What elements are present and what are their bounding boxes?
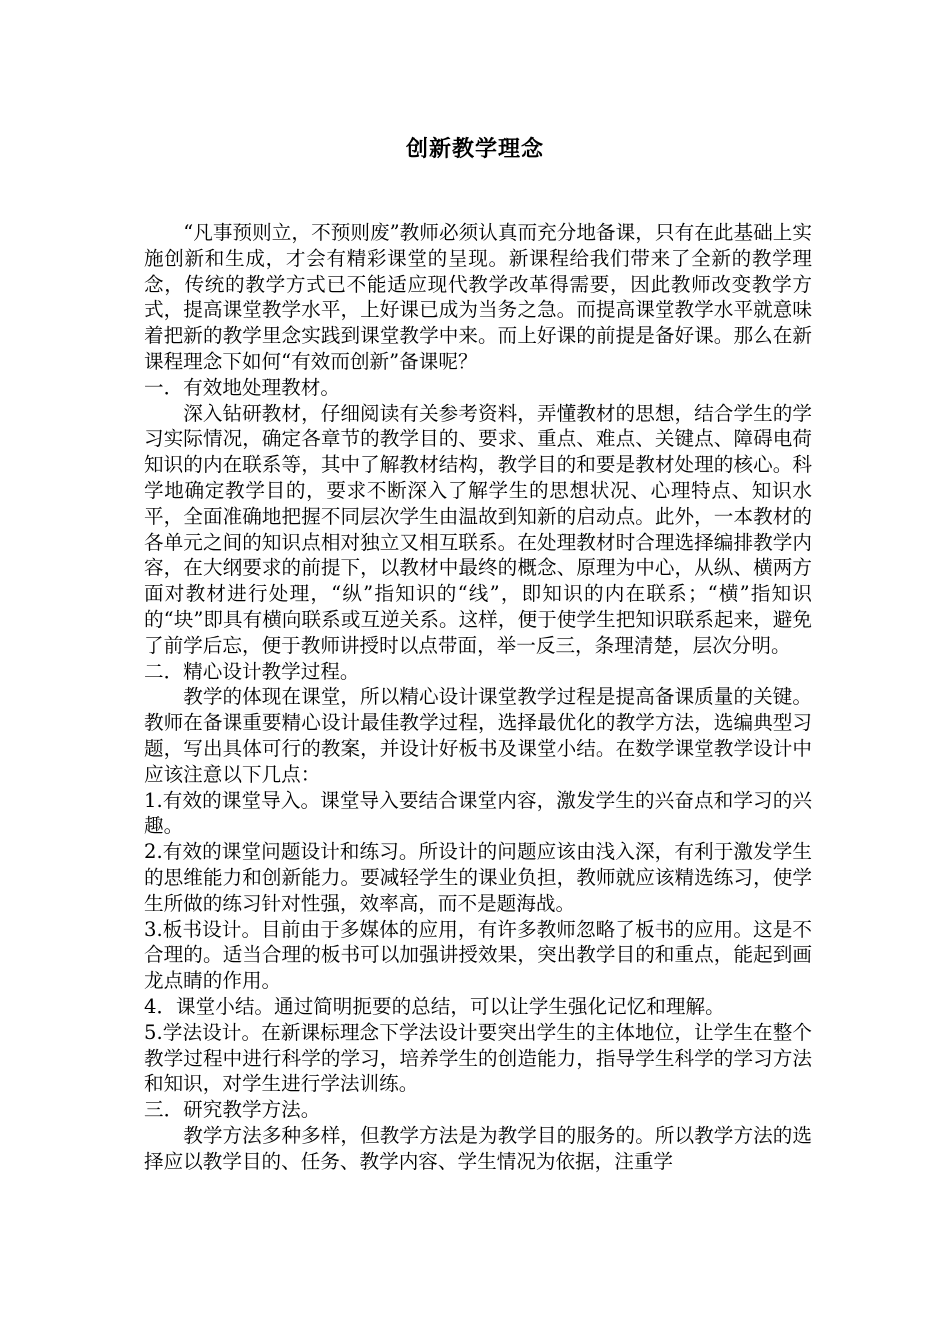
section-3-paragraph: 教学方法多种多样，但教学方法是为教学目的服务的。所以教学方法的选择应以教学目的、任务、教学内容、学生情况为依据，注重学 <box>144 1123 812 1173</box>
list-item-5: 5.学法设计。在新课标理念下学法设计要突出学生的主体地位，让学生在整个教学过程中进行科学的学习，培养学生的创造能力，指导学生科学的学习方法和知识，对学生进行学法训练。 <box>144 1020 812 1096</box>
list-item-1: 1.有效的课堂导入。课堂导入要结合课堂内容，激发学生的兴奋点和学习的兴趣。 <box>144 788 812 838</box>
section-1-paragraph: 深入钻研教材，仔细阅读有关参考资料，弄懂教材的思想，结合学生的学习实际情况，确定各章节的教学目的、要求、重点、难点、关键点、障碍电荷知识的内在联系等，其中了解教材结构，教学目的和要是教材处理的核心。科学地确定教学目的，要求不断深入了解学生的思想状况、心理特点、知识水平，全面准确地把握不同层次学生由温故到知新的启动点。此外，一本教材的各单元之间的知识点相对独立又相互联系。在处理教材时合理选择编排教学内容，在大纲要求的前提下，以教材中最终的概念、原理为中心，从纵、横两方面对教材进行处理，“纵”指知识的“线”，即知识的内在联系；“横”指知识的“块”即具有横向联系或互逆关系。这样，便于使学生把知识联系起来，避免了前学后忘，便于教师讲授时以点带面，举一反三，条理清楚，层次分明。 <box>144 401 812 657</box>
document-title: 创新教学理念 <box>405 136 544 162</box>
list-item-3: 3.板书设计。目前由于多媒体的应用，有许多教师忽略了板书的应用。这是不合理的。适当合理的板书可以加强讲授效果，突出教学目的和重点，能起到画龙点睛的作用。 <box>144 917 812 993</box>
section-2-paragraph: 教学的体现在课堂，所以精心设计课堂教学过程是提高备课质量的关键。教师在备课重要精心设计最佳教学过程，选择最优化的教学方法，选编典型习题，写出具体可行的教案，并设计好板书及课堂小结。在数学课堂教学设计中应该注意以下几点： <box>144 685 812 786</box>
intro-paragraph: “凡事预则立，不预则废”教师必须认真而充分地备课，只有在此基础上实施创新和生成，才会有精彩课堂的呈现。新课程给我们带来了全新的教学理念，传统的教学方式已不能适应现代教学改革得需要，因此教师改变教学方式，提高课堂教学水平，上好课已成为当务之急。而提高课堂教学水平就意味着把新的教学里念实践到课堂教学中来。而上好课的前提是备好课。那么在新课程理念下如何“有效而创新”备课呢？ <box>144 221 812 373</box>
list-item-4: 4．课堂小结。通过简明扼要的总结，可以让学生强化记忆和理解。 <box>144 994 725 1018</box>
list-item-2: 2.有效的课堂问题设计和练习。所设计的问题应该由浅入深，有利于激发学生的思维能力和创新能力。要减轻学生的课业负担，教师就应该精选练习，使学生所做的练习针对性强，效率高，而不是题海战。 <box>144 840 812 915</box>
document-body <box>144 220 812 1174</box>
section-heading-2: 二．精心设计教学过程。 <box>144 659 360 683</box>
section-heading-3: 三．研究教学方法。 <box>144 1098 321 1122</box>
section-heading-1: 一．有效地处理教材。 <box>144 375 340 399</box>
